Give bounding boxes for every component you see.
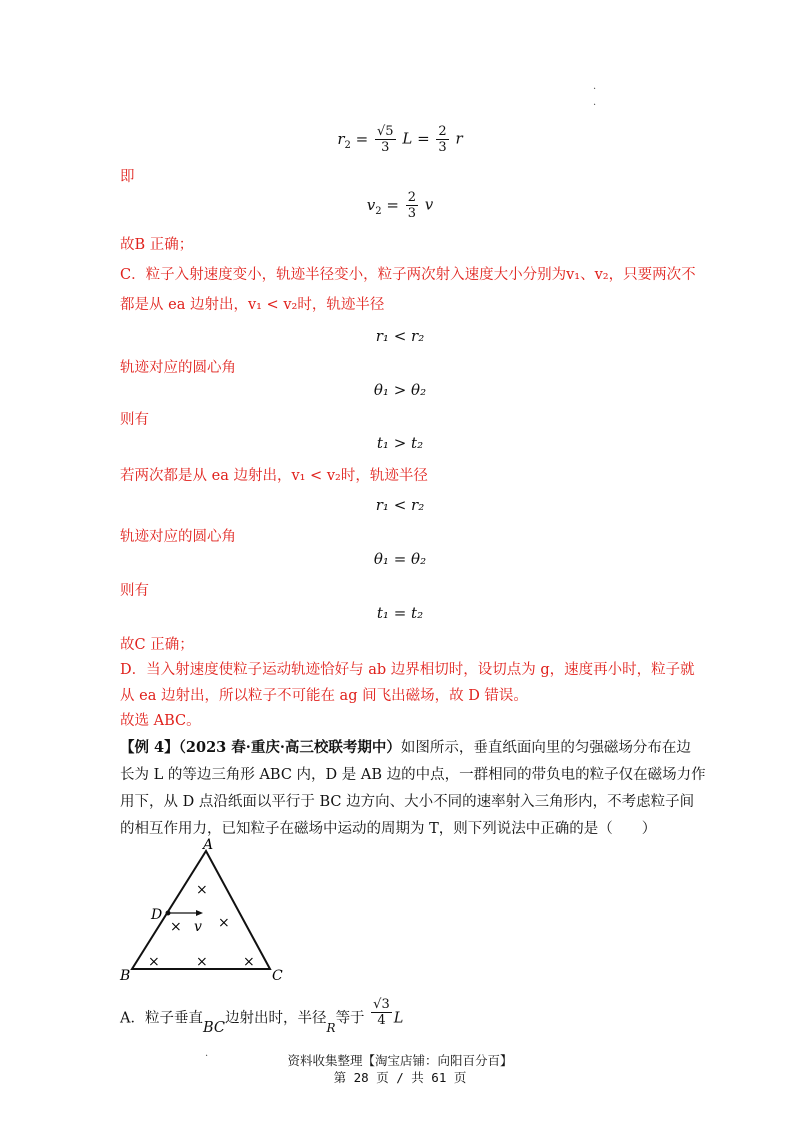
label-b: B xyxy=(120,968,131,984)
text-option-c-2: 都是从 ea 边射出，v₁ < v₂时，轨迹半径 xyxy=(120,297,385,313)
text-option-c-3: 若两次都是从 ea 边射出，v₁ < v₂时，轨迹半径 xyxy=(120,468,428,484)
footer-page-number: 第 28 页 / 共 61 页 xyxy=(333,1070,467,1085)
text-then-2: 则有 xyxy=(120,583,149,599)
label-v: v xyxy=(194,919,202,935)
example-source: （2023 春·重庆·高三校联考期中） xyxy=(178,739,401,756)
footer-source: 资料收集整理【淘宝店铺：向阳百分百】 xyxy=(287,1053,513,1068)
option-a-eq: 等于 xyxy=(335,1010,365,1027)
example-line-3: 用下，从 D 点沿纸面以平行于 BC 边方向、大小不同的速率射入三角形内，不考虑粒子间 xyxy=(120,794,695,810)
equation-r1-lt-r2: r₁ < r₂ xyxy=(375,327,425,345)
example-line-1: 如图所示，垂直纸面向里的匀强磁场分布在边 xyxy=(400,740,691,756)
equation-v2: $v_2$ = $\frac{2}{3}$ v xyxy=(366,190,434,221)
option-a-den: 4 xyxy=(377,1013,386,1028)
field-cross: × xyxy=(196,882,208,898)
example-tag: 【例 4】 xyxy=(120,739,179,756)
dot-mark: · xyxy=(593,100,597,111)
equation-theta-eq: θ₁ = θ₂ xyxy=(373,550,427,568)
option-a-mid: 边射出时，半径 xyxy=(225,1010,327,1027)
option-a xyxy=(120,997,404,1036)
option-a-r: R xyxy=(326,1020,336,1035)
option-a-bc: BC xyxy=(202,1019,226,1036)
text-option-d-1: D．当入射速度使粒子运动轨迹恰好与 ab 边界相切时，设切点为 g，速度再小时，粒子就 xyxy=(120,662,695,678)
arrow-head-icon xyxy=(196,910,203,916)
dot-mark: · xyxy=(593,84,597,95)
field-cross: × xyxy=(148,954,160,970)
label-c: C xyxy=(272,968,283,984)
field-cross: × xyxy=(196,954,208,970)
label-d: D xyxy=(151,907,163,923)
text-b-correct: 故B 正确； xyxy=(120,237,194,253)
text-c-correct: 故C 正确； xyxy=(120,637,194,653)
field-cross: × xyxy=(218,915,230,931)
triangle-figure xyxy=(110,835,300,985)
text-then-1: 则有 xyxy=(120,412,149,428)
equation-r1-lt-r2-b: r₁ < r₂ xyxy=(375,496,425,514)
text-option-d-2: 从 ea 边射出，所以粒子不可能在 ag 间飞出磁场，故 D 错误。 xyxy=(120,688,528,704)
text-angle-1: 轨迹对应的圆心角 xyxy=(120,360,236,376)
field-cross: × xyxy=(243,954,255,970)
equation-t-eq: t₁ = t₂ xyxy=(376,604,424,622)
dot-mark: · xyxy=(205,1051,209,1062)
equation-r2: $r_2$ = $\frac{√5}{3}$ L = $\frac{2}{3}$ r xyxy=(337,124,463,155)
example-line-2: 长为 L 的等边三角形 ABC 内，D 是 AB 边的中点，一群相同的带负电的粒子仅在磁场力作 xyxy=(120,767,706,783)
text-angle-2: 轨迹对应的圆心角 xyxy=(120,529,236,545)
example-heading xyxy=(120,736,691,757)
label-a: A xyxy=(203,837,214,853)
text-option-c-1: C．粒子入射速度变小，轨迹半径变小，粒子两次射入速度大小分别为v₁、v₂，只要两次不 xyxy=(120,267,696,283)
equation-t-gt: t₁ > t₂ xyxy=(376,434,424,452)
text-answer: 故选 ABC。 xyxy=(120,713,201,729)
field-cross: × xyxy=(170,919,182,935)
option-a-l: L xyxy=(393,1010,404,1027)
option-a-prefix: A．粒子垂直 xyxy=(120,1010,203,1027)
example-line-4: 的相互作用力，已知粒子在磁场中运动的周期为 T，则下列说法中正确的是（ ） xyxy=(120,821,657,837)
text-ji: 即 xyxy=(120,169,135,185)
option-a-num: √3 xyxy=(373,997,390,1012)
equation-theta-gt: θ₁ > θ₂ xyxy=(373,381,427,399)
